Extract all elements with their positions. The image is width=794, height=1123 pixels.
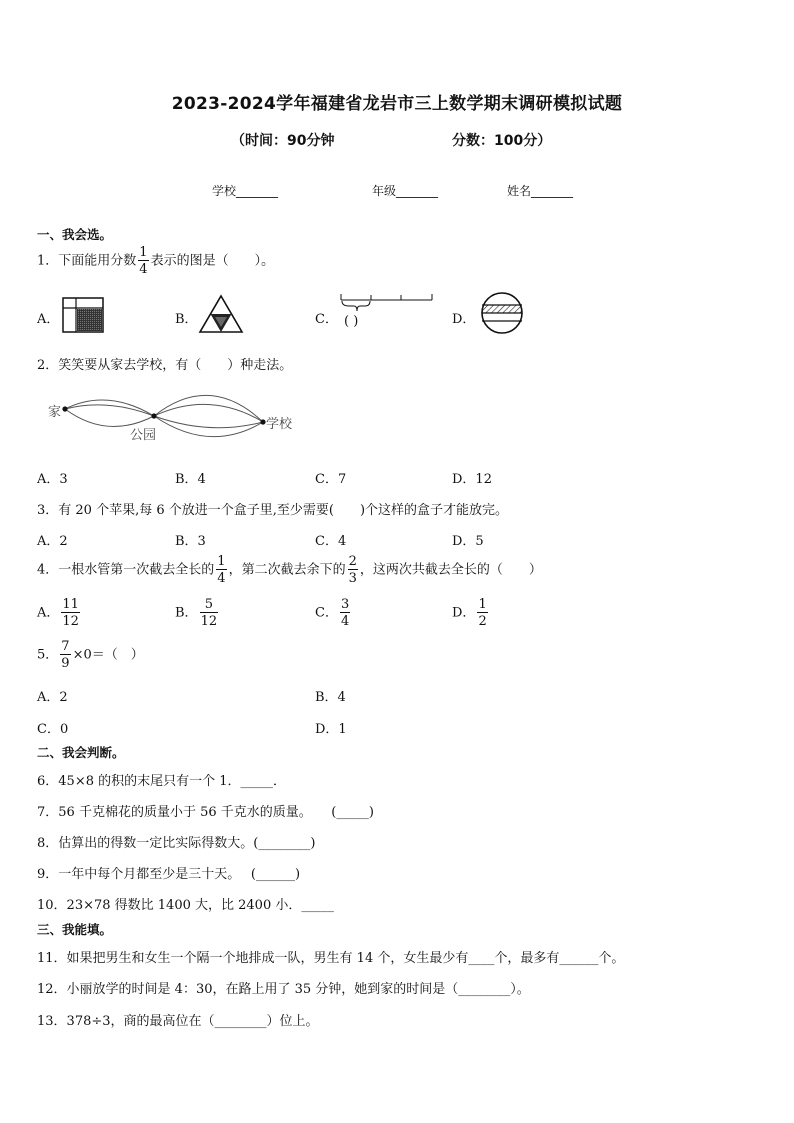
question-4-mid: ，第二次截去余下的 [228, 562, 346, 578]
page-title: 2023-2024学年福建省龙岩市三上数学期末调研模拟试题 [171, 94, 623, 114]
triangle-figure-icon [198, 294, 244, 334]
option-letter: D． [452, 605, 476, 621]
denominator: 12 [200, 614, 218, 629]
question-5-post: ×0＝（ ） [72, 647, 144, 663]
question-1-pre: 1．下面能用分数 [37, 253, 137, 269]
option-letter: C． [315, 605, 338, 621]
grade-field: 年级_______ [372, 184, 439, 198]
question-number: 5． [37, 647, 59, 663]
denominator: 2 [478, 614, 487, 629]
question-1-post: 表示的图是（ ）。 [150, 253, 275, 269]
denominator: 4 [340, 614, 350, 629]
question-9: 9．一年中每个月都至少是三十天。 (______) [37, 867, 301, 882]
denominator: 3 [348, 571, 357, 586]
question-4-pre: 4．一根水管第一次截去全长的 [37, 562, 215, 578]
fraction [61, 598, 80, 628]
q5-option-a: A．2 [37, 690, 68, 705]
denominator: 12 [62, 614, 79, 629]
q3-option-c: C．4 [315, 534, 347, 549]
option-c: C． [315, 312, 338, 327]
q5-option-d: D．1 [315, 722, 347, 737]
q2-option-a: A．3 [37, 472, 68, 487]
q2-option-c: C．7 [315, 472, 347, 487]
question-12: 12．小丽放学的时间是 4：30，在路上用了 35 分钟，她到家的时间是（________）。 [37, 982, 530, 997]
fraction [216, 555, 226, 585]
numerator: 11 [62, 597, 79, 612]
denominator: 4 [217, 571, 226, 586]
fraction [200, 598, 219, 628]
park-label: 公园 [130, 428, 157, 443]
section-heading-3: 三、我能填。 [37, 922, 113, 937]
question-10: 10．23×78 得数比 1400 大，比 2400 小．_____ [37, 898, 334, 913]
option-letter: A． [37, 605, 60, 621]
question-8: 8．估算出的得数一定比实际得数大。(________) [37, 836, 316, 851]
option-d: D． [452, 312, 476, 327]
question-7: 7．56 千克棉花的质量小于 56 千克水的质量。 (_____) [37, 805, 374, 820]
school-field: 学校_______ [212, 184, 279, 198]
fraction [348, 555, 358, 585]
exam-score: 分数：100分） [452, 133, 552, 149]
section-heading-2: 二、我会判断。 [37, 745, 125, 760]
numerator: 1 [139, 245, 148, 260]
question-3: 3．有 20 个苹果,每 6 个放进一个盒子里,至少需要( )个这样的盒子才能放完。 [37, 503, 509, 518]
q4-option-c [315, 598, 352, 628]
question-2: 2．笑笑要从家去学校，有（ ）种走法。 [37, 358, 293, 373]
option-b: B． [175, 312, 198, 327]
numerator: 1 [217, 554, 226, 569]
question-13: 13．378÷3，商的最高位在（________）位上。 [37, 1014, 319, 1029]
q2-option-d: D．12 [452, 472, 492, 487]
numerator: 7 [61, 639, 70, 654]
q4-option-b [175, 598, 220, 628]
exam-time: （时间：90分钟 [231, 133, 335, 149]
q2-option-b: B．4 [175, 472, 206, 487]
numerator: 2 [348, 554, 357, 569]
question-4 [37, 555, 542, 585]
q3-option-a: A．2 [37, 534, 68, 549]
numerator: 1 [478, 597, 487, 612]
fraction [138, 246, 148, 276]
q5-option-b: B．4 [315, 690, 346, 705]
q4-option-d [452, 598, 490, 628]
denominator: 9 [61, 656, 70, 671]
question-5 [37, 640, 144, 670]
denominator: 4 [139, 262, 148, 277]
q4-option-a [37, 598, 82, 628]
fraction [60, 640, 70, 670]
question-11: 11．如果把男生和女生一个隔一个地排成一队，男生有 14 个，女生最少有____个，最多有______个。 [37, 951, 625, 966]
option-letter: B． [175, 605, 198, 621]
option-a: A． [37, 312, 60, 327]
numerator: 5 [200, 598, 219, 613]
fraction [477, 598, 487, 628]
home-label: 家 [48, 405, 62, 420]
circle-figure-icon [478, 292, 526, 334]
q3-option-b: B．3 [175, 534, 206, 549]
q3-option-d: D．5 [452, 534, 484, 549]
name-field: 姓名_______ [507, 184, 574, 198]
section-heading-1: 一、我会选。 [37, 227, 113, 242]
numerator: 3 [340, 597, 350, 612]
segment-label: ( ) [344, 314, 359, 329]
school-label: 学校 [266, 417, 293, 432]
question-4-post: ，这两次共截去全长的（ ） [359, 562, 542, 578]
question-1 [37, 246, 274, 276]
segment-brace-icon [340, 292, 435, 314]
square-figure-icon [62, 297, 104, 333]
q5-option-c: C．0 [37, 722, 69, 737]
fraction [340, 598, 350, 628]
question-6: 6．45×8 的积的末尾只有一个 1．_____． [37, 774, 287, 789]
